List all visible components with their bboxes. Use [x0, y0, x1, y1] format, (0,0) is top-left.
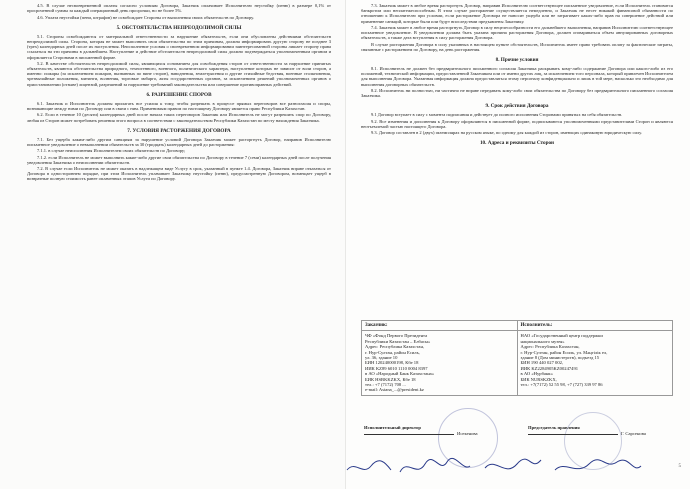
section-9-title: 9. Срок действия Договора [485, 103, 549, 110]
customer-sign-line [364, 434, 454, 435]
paragraph-9-3: 9.3. Договор составлен в 2 (двух) экземплярах на русском языке, по одному для каждой из сторон, имеющих одинаковую юридическую силу. [371, 130, 643, 136]
customer-line: ЧФ «Фонд Первого Президента [365, 333, 428, 339]
right-page-text [361, 3, 673, 149]
handwritten-signatures [345, 452, 645, 480]
paragraph-9-1: 9.1 Договор вступает в силу с момента подписания и действует до полного исполнения Сторонами принятых на себя обязательств. [371, 112, 623, 118]
paragraph-8-2: 8.2. Исполнитель ни полностью, ни частично не вправе передавать кому-либо свои обязательства по Договору без предварительного письменного согласия Заказчика. [361, 87, 673, 99]
paragraph-7-1: 7.1. Без ущерба каким-либо другим санкциям за нарушение условий Договора Заказчик может расторгнуть Договор, направив Исполнителю письменное уведомление о невыполнении обязательств за 30 (тридцать) календарных дней до расторжения: [27, 136, 331, 147]
paragraph-4-6: 4.6. Уплата неустойки (пени, штрафов) не освобождает Стороны от выполнения своих обязательств по Договору. [37, 14, 255, 20]
contractor-line: национального музея» [520, 338, 565, 344]
contractor-line: здание 8 (Дом министерств), подъезд 15 [520, 355, 600, 361]
paragraph-7-2: 7.2. В случае если Исполнитель не может оказать в надлежащем виде Услугу в срок, указанный в пункте 1.4. Договора, Заказчик вправе отказаться от Договора в одностороннем порядке, при этом Исполнитель уплачивает Заказчику неустойку (пеню), предусмотренную Договором, возмещает ущерб в возвратные полную стоимость ранее оплаченных этапов Услуги по Договору. [27, 166, 331, 182]
paragraph-9-2: 9.2. Все изменения и дополнения к Договору оформляются в письменной форме, подписываются уполномоченными представителями Сторон и являются неотъемлемой частью настоящего Договора. [361, 118, 673, 129]
contractor-line: Адрес: Республика Казахстан, [520, 344, 580, 350]
page-number: 5 [678, 464, 681, 469]
paragraph-5-1: 5.1. Стороны освобождаются от материальной ответственности за нарушение обязательств, если они обусловлены действиями обстоятельств непреодолимой силы. Сторона, которая не может выполнить свои обязательства по этим причинам, должна информировать другую сторону не позднее 3 (трех) календарных дней после их наступления. Неисполнение условия о своевременном информировании заинтересованной стороны лишает сторону права ссылаться на эти причины в дальнейшем. Наступление и действие обстоятельств непреодолимой силы должно подтверждаться уполномоченным органом и оформляется Сторонами в письменной форме. [27, 33, 331, 60]
requisites-table [361, 320, 673, 396]
paragraph-6-2: 6.2. Если в течение 10 (десяти) календарных дней после начала таких переговоров Заказчик или Исполнитель не могут разрешить спор по Договору, любая из Сторон может потребовать решения этого вопроса в соответствии с законодательством Республики Казахстан по месту нахождения Заказчика. [27, 112, 331, 123]
paragraph-7-1-2: 7.1.2. если Исполнитель не может выполнить какие-либо другие свои обязательства по Договору в течение 7 (семи) календарных дней после получения уведомления Заказчика о неисполнении обязательств. [27, 154, 331, 165]
contractor-line: ИИК KZ2284905KZ00247491 [520, 365, 579, 371]
customer-sign-name: Исекенова [457, 431, 478, 436]
contractor-line: БИК NURSKZKX, [520, 376, 557, 382]
paragraph-7-3: 7.3. Заказчик может в любое время расторгнуть Договор, направив Исполнителю соответствующее письменное уведомление, если Исполнитель становится банкротом или неплатежеспособным. В этом случае расторжение осуществляется немедленно, и Заказчик не несет никакой финансовой обязанности по отношению к Исполнителю при условии, если расторжение Договора не наносит ущерба или не затрагивает каких-либо прав на совершение действий или применение санкций, которые были или будут впоследствии предъявлены Заказчику. [361, 3, 673, 24]
contractor-requisites [517, 331, 673, 395]
customer-line: ИИК KZ89 6010 1110 0004 8397 [365, 365, 428, 371]
paragraph-4-5: 4.5. В случае несвоевременной оплаты согласно условиям Договора, Заказчик оплачивает Исполнителю неустойку (пеню) в размере 0,1% от просроченной суммы за каждый операционный день просрочки, но не более 5%. [27, 3, 331, 14]
customer-line: тел.: +7 (7172) 708 ... [365, 382, 406, 388]
contractor-line: г. Нур-Султан, район Есиль, ул. Мәңгілік ел, [520, 349, 608, 355]
section-10-title: 10. Адреса и реквизиты Сторон [479, 140, 555, 147]
contractor-line: БИН 190 440 027 002, [520, 360, 564, 366]
customer-line: в АО «Народный Банк Казахстана» [365, 371, 434, 377]
paragraph-8-1: 8.1. Исполнитель не должен без предварительного письменного согласия Заказчика раскрывать кому-либо содержание Договора или какого-либо из его положений, технической информации, предоставленной Заказчиком или от имени других лиц, за исключением того персонала, который привлечен Исполнителем для выполнения Договора. Указанная информация должна предоставляться этому персоналу конфиденциально и лишь в той мере, насколько это необходимо для выполнения договорных обязательств. [361, 66, 673, 87]
customer-header: Заказчик: [362, 321, 518, 331]
contractor-line: НАО «Государственный центр поддержки [520, 333, 603, 339]
right-page [345, 0, 690, 489]
contractor-sign-line [528, 434, 618, 435]
customer-line: БИК HSBKKZKX, Кбе 18 [365, 376, 416, 382]
left-page-text [27, 3, 331, 183]
section-5-title: 5. ОБСТОЯТЕЛЬСТВА НЕПРЕОДОЛИМОЙ СИЛЫ [116, 24, 242, 31]
section-6-title: 6. РАЗРЕШЕНИЕ СПОРОВ [146, 91, 212, 98]
customer-requisites [362, 331, 518, 395]
customer-line: e-mail: Astana_...@president.kz [365, 387, 424, 393]
section-7-title: 7. УСЛОВИЯ РАСТОРЖЕНИЯ ДОГОВОРА [127, 127, 231, 134]
contractor-header: Исполнитель: [517, 321, 673, 331]
paragraph-7-5: В случае расторжения Договора в силу указанных в настоящем пункте обстоятельств, Исполнитель имеет право требовать оплату за фактические затраты, связанные с расторжением по Договору, на день расторжения. [361, 41, 673, 52]
paragraph-6-1: 6.1. Заказчик и Исполнитель должны прилагать все усилия к тому, чтобы разрешать в процессе прямых переговоров все разногласия и споры, возникающие между ними по Договору или в связи с ним. Применимым правом по настоящему Договору является право Республики Казахстан. [27, 100, 331, 112]
contractor-sign-name: Г. Сарсенова [621, 431, 646, 436]
paragraph-7-1-1: 7.1.1. в случае неисполнения Исполнителем своих обязательств по Договору; [37, 148, 186, 154]
customer-line: ул. 36, здание 10 [365, 355, 398, 361]
customer-signature-block [364, 425, 514, 437]
customer-line: БИН 120240000198, Кбе 18 [365, 360, 419, 366]
paragraph-5-2: 5.2. В качестве обстоятельств непреодолимой силы, являющихся основанием для освобождения сторон от ответственности за нарушение принятых обязательств, являются обстоятельства природного, техногенного, военного, политического характера, наступление которых не зависит от воли сторон, а именно: пожары (за исключением пожаров, вызванных по вине сторон), наводнения, землетрясения и другие стихийные бедствия, военные столкновения, чрезвычайные положения, митинги, волнения, торговые эмбарго, акты государственных органов, за исключением решений уполномоченных органов о приостановлении (отзыве) лицензий, разрешений за нарушение требований законодательства или совершение противоправных действий. [27, 60, 331, 87]
customer-line: г. Нур-Султан, район Есиль, [365, 349, 420, 355]
contractor-sign-role: Председатель правления [528, 425, 580, 430]
customer-sign-role: Исполнительный директор [364, 425, 421, 430]
contractor-signature-block [528, 425, 678, 437]
contractor-line: тел.: +7(7172) 52 55 98, +7 (727) 339 97 86 [520, 382, 603, 388]
paragraph-7-4: 7.4. Заказчик может в любое время расторгнуть Договор в силу нецелесообразности его дальнейшего выполнения, направив Исполнителю соответствующее письменное уведомление. В уведомлении должна быть указана причина расторжения Договора, должен оговариваться объем аннулированных договорных обязательств, а также дата вступления в силу расторжения Договора. [361, 24, 673, 41]
section-8-title: 8. Прочие условия [495, 57, 539, 64]
contractor-line: в АО «Нурбанк» [520, 371, 553, 377]
customer-line: Республики Казахстан – Елбасы» [365, 338, 431, 344]
customer-line: Адрес: Республика Казахстан, [365, 344, 425, 350]
